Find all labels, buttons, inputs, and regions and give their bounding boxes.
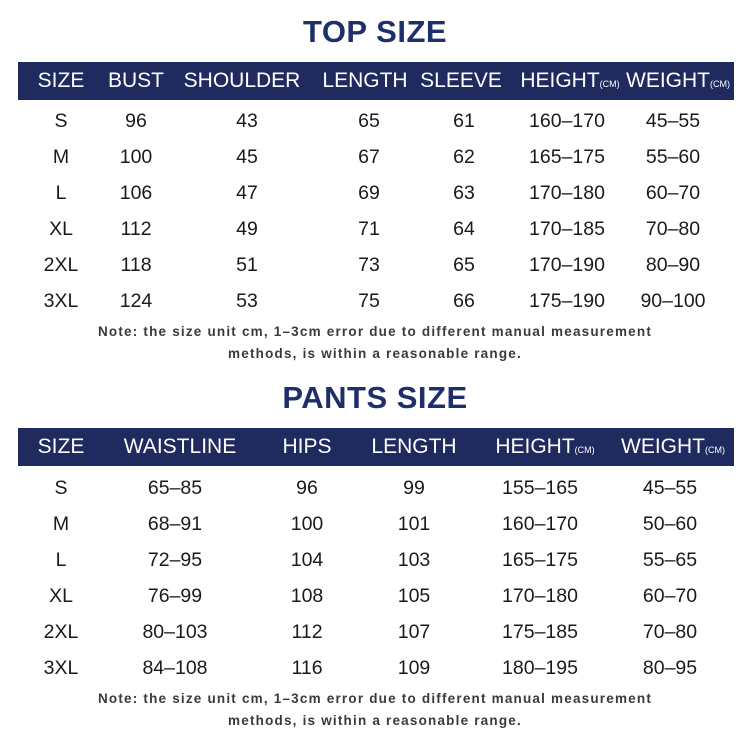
top-size-cell: 73 [358, 254, 380, 276]
top-size-cell: L [55, 182, 67, 204]
top-header-height: HEIGHT(CM) [520, 69, 620, 92]
top-size-cell: 170–185 [529, 218, 605, 240]
pants-size-cell: L [55, 549, 67, 571]
top-size-cell: 160–170 [529, 110, 605, 132]
top-size-cell: 165–175 [529, 146, 605, 168]
pants-size-cell: 68–91 [147, 513, 203, 535]
top-size-row [18, 211, 734, 247]
top-size-cell: 61 [453, 110, 475, 132]
pants-size-cell: 84–108 [142, 657, 208, 679]
top-size-cell: 43 [236, 110, 258, 132]
top-size-cell: 124 [119, 290, 153, 312]
top-size-cell: 55–60 [645, 146, 701, 168]
pants-size-row [18, 506, 734, 542]
pants-size-cell: 103 [397, 549, 431, 571]
pants-header-length: LENGTH [371, 435, 457, 458]
top-size-title: TOP SIZE [302, 14, 448, 49]
top-header-weight: WEIGHT(CM) [626, 69, 730, 92]
top-header-sleeve: SLEEVE [420, 69, 502, 92]
top-header-bust: BUST [107, 69, 165, 92]
pants-size-cell: 45–55 [642, 477, 698, 499]
pants-size-row [18, 614, 734, 650]
top-size-cell: 62 [453, 146, 475, 168]
top-size-cell: 170–180 [529, 182, 605, 204]
pants-size-title: PANTS SIZE [282, 380, 468, 415]
pants-size-cell: 2XL [43, 621, 79, 643]
pants-size-cell: 80–95 [642, 657, 698, 679]
top-size-cell: 45–55 [645, 110, 701, 132]
top-size-cell: 2XL [43, 254, 79, 276]
top-size-row [18, 139, 734, 175]
top-header-shoulder: SHOULDER [183, 69, 301, 92]
top-size-cell: 71 [358, 218, 380, 240]
top-size-cell: 65 [358, 110, 380, 132]
top-size-cell: 60–70 [645, 182, 701, 204]
pants-size-cell: 80–103 [142, 621, 208, 643]
top-size-cell: 90–100 [640, 290, 706, 312]
pants-size-cell: 170–180 [502, 585, 578, 607]
pants-size-header [18, 428, 734, 466]
top-size-cell: 51 [236, 254, 258, 276]
pants-size-cell: 165–175 [502, 549, 578, 571]
top-size-cell: 80–90 [645, 254, 701, 276]
top-header-length: LENGTH [322, 69, 408, 92]
pants-size-cell: 100 [290, 513, 324, 535]
top-size-cell: 49 [236, 218, 258, 240]
pants-size-cell: 65–85 [147, 477, 203, 499]
top-size-header [18, 62, 734, 100]
top-size-cell: 75 [358, 290, 380, 312]
top-size-cell: 70–80 [645, 218, 701, 240]
pants-size-row [18, 650, 734, 686]
pants-header-height: HEIGHT(CM) [495, 435, 595, 458]
pants-size-cell: 96 [296, 477, 318, 499]
top-size-row [18, 283, 734, 319]
pants-size-cell: 105 [397, 585, 431, 607]
pants-size-note-line1: Note: the size unit cm, 1–3cm error due to different manual measurement [97, 691, 653, 706]
pants-size-row [18, 578, 734, 614]
pants-size-cell: 101 [397, 513, 431, 535]
top-size-cell: 170–190 [529, 254, 605, 276]
pants-size-cell: 107 [397, 621, 431, 643]
pants-size-cell: 108 [290, 585, 324, 607]
pants-size-cell: 70–80 [642, 621, 698, 643]
pants-size-note-line2: methods, is within a reasonable range. [228, 713, 522, 728]
top-size-row [18, 175, 734, 211]
top-size-cell: 67 [358, 146, 380, 168]
pants-size-cell: 155–165 [502, 477, 578, 499]
pants-size-cell: 72–95 [147, 549, 203, 571]
pants-size-cell: S [54, 477, 68, 499]
pants-size-cell: XL [49, 585, 73, 607]
pants-header-size: SIZE [37, 435, 85, 458]
top-size-cell: 63 [453, 182, 475, 204]
pants-header-waistline: WAISTLINE [123, 435, 237, 458]
pants-size-cell: 175–185 [502, 621, 578, 643]
pants-header-hips: HIPS [282, 435, 332, 458]
pants-size-cell: 60–70 [642, 585, 698, 607]
pants-size-cell: 99 [403, 477, 425, 499]
top-size-cell: 45 [236, 146, 258, 168]
top-size-cell: 47 [236, 182, 258, 204]
top-size-cell: 53 [236, 290, 258, 312]
top-size-row [18, 103, 734, 139]
top-size-cell: 112 [120, 218, 152, 240]
pants-size-cell: 104 [290, 549, 324, 571]
top-size-note-line1: Note: the size unit cm, 1–3cm error due to different manual measurement [97, 324, 653, 339]
top-size-cell: 106 [119, 182, 153, 204]
pants-size-cell: 180–195 [502, 657, 578, 679]
top-size-cell: 100 [119, 146, 153, 168]
top-size-cell: S [54, 110, 68, 132]
pants-size-row [18, 542, 734, 578]
top-size-cell: 64 [453, 218, 475, 240]
top-size-cell: 175–190 [529, 290, 605, 312]
pants-size-cell: 50–60 [642, 513, 698, 535]
pants-size-cell: 112 [291, 621, 323, 643]
pants-size-cell: M [52, 513, 70, 535]
pants-size-row [18, 470, 734, 506]
top-size-cell: M [52, 146, 70, 168]
pants-header-weight: WEIGHT(CM) [621, 435, 725, 458]
top-size-cell: 69 [358, 182, 380, 204]
pants-size-cell: 116 [291, 657, 323, 679]
top-size-cell: XL [49, 218, 73, 240]
pants-size-cell: 109 [397, 657, 431, 679]
top-size-note-line2: methods, is within a reasonable range. [228, 346, 522, 361]
top-size-cell: 66 [453, 290, 475, 312]
pants-size-cell: 160–170 [502, 513, 578, 535]
pants-size-cell: 76–99 [147, 585, 203, 607]
top-size-cell: 96 [125, 110, 147, 132]
top-size-row [18, 247, 734, 283]
top-size-cell: 118 [120, 254, 152, 276]
pants-size-cell: 55–65 [642, 549, 698, 571]
pants-size-cell: 3XL [43, 657, 79, 679]
top-size-cell: 3XL [43, 290, 79, 312]
top-size-cell: 65 [453, 254, 475, 276]
top-header-size: SIZE [37, 69, 85, 92]
